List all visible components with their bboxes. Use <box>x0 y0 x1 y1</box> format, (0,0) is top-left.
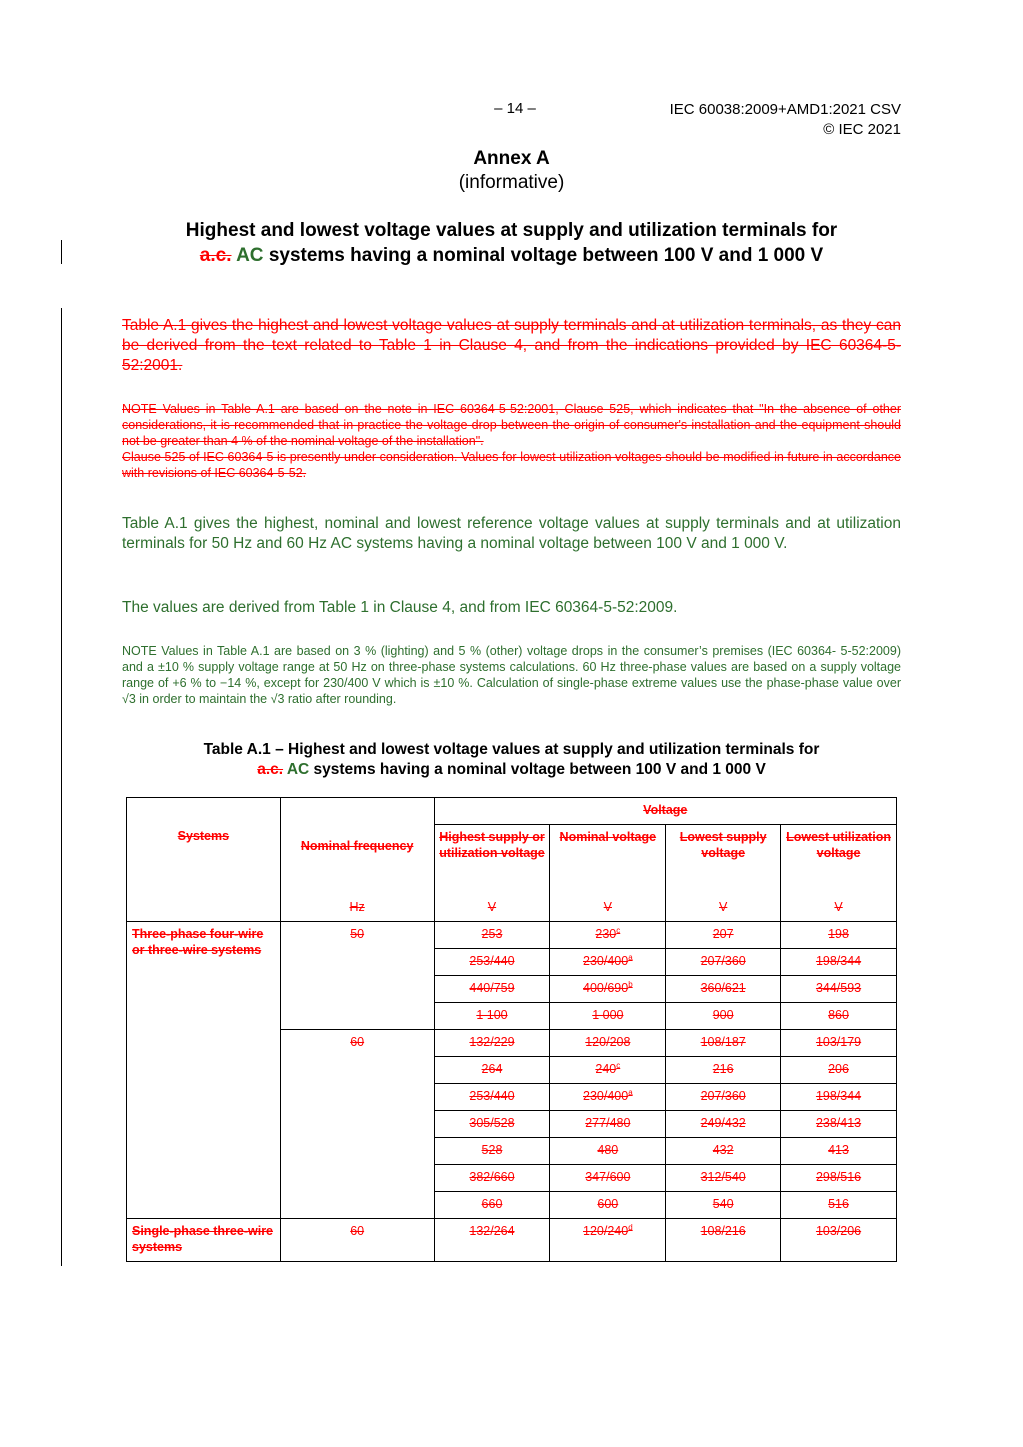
cell-lowest-utilization: 198/344 <box>781 949 897 976</box>
cell-lowest-utilization: 103/206 <box>781 1219 897 1262</box>
deleted-text: a.c. <box>257 761 284 778</box>
cell-lowest-utilization: 198 <box>781 922 897 949</box>
cell-lowest-supply: 900 <box>666 1003 781 1030</box>
cell-lowest-supply: 108/216 <box>666 1219 781 1262</box>
cell-highest: 528 <box>434 1138 550 1165</box>
voltage-table <box>126 797 897 1262</box>
copyright: © IEC 2021 <box>823 121 901 138</box>
annex-title: Annex A <box>473 148 550 169</box>
cell-lowest-utilization: 516 <box>781 1192 897 1219</box>
cell-nominal: 347/600 <box>550 1165 666 1192</box>
cell-nominal: 230/400$^a$ <box>550 949 666 976</box>
annex-heading <box>122 218 901 268</box>
cell-nominal: 230$^c$ <box>550 922 666 949</box>
inserted-note: NOTE Values in Table A.1 are based on 3 % (lighting) and 5 % (other) voltage drops in the consumer’s premises (IEC 60364- 5-52:2009) and a ±10 % supply voltage range at 50 Hz on three-phase systems calculations. 60 Hz three-phase values are based on a supply voltage range of +6 % to −14 %, except for 230/400 V which is ±10 %. Calculation of single-phase extreme values use the phase-phase value over √3 in order to maintain the √3 ratio after rounding. <box>122 644 901 706</box>
cell-lowest-utilization: 238/413 <box>781 1111 897 1138</box>
annex-subtitle: (informative) <box>458 172 565 193</box>
cell-lowest-supply: 108/187 <box>666 1030 781 1057</box>
page-number: – 14 – <box>494 100 536 117</box>
cell-lowest-utilization: 198/344 <box>781 1084 897 1111</box>
inserted-paragraph-2: The values are derived from Table 1 in Clause 4, and from IEC 60364-5-52:2009. <box>122 599 678 616</box>
system-single-phase: Single-phase three-wire systems <box>127 1219 281 1262</box>
cell-highest: 132/229 <box>434 1030 550 1057</box>
inserted-text: AC <box>236 245 264 266</box>
table-title <box>122 740 901 780</box>
cell-lowest-utilization: 413 <box>781 1138 897 1165</box>
change-bar <box>61 240 62 264</box>
cell-lowest-supply: 249/432 <box>666 1111 781 1138</box>
cell-nominal: 400/690$^b$ <box>550 976 666 1003</box>
cell-lowest-supply: 207/360 <box>666 949 781 976</box>
cell-highest: 440/759 <box>434 976 550 1003</box>
cell-lowest-supply: 312/540 <box>666 1165 781 1192</box>
document-header <box>670 100 901 140</box>
cell-lowest-utilization: 298/516 <box>781 1165 897 1192</box>
inserted-paragraph-1: Table A.1 gives the highest, nominal and lowest reference voltage values at supply terminals and at utilization terminals for 50 Hz and 60 Hz AC systems having a nominal voltage between 100 V and 1 000 V. <box>122 515 901 552</box>
table-title-line-2 <box>122 760 901 780</box>
cell-highest: 305/528 <box>434 1111 550 1138</box>
cell-nominal: 120/208 <box>550 1030 666 1057</box>
unit-v: V <box>781 895 897 922</box>
heading-line-1: Highest and lowest voltage values at supply and utilization terminals for <box>185 220 838 241</box>
header-highest: Highest supply or utilization voltage <box>434 825 550 896</box>
cell-lowest-supply: 432 <box>666 1138 781 1165</box>
cell-lowest-supply: 207/360 <box>666 1084 781 1111</box>
cell-lowest-supply: 207 <box>666 922 781 949</box>
header-frequency: Nominal frequency <box>280 798 434 896</box>
frequency-60: 60 <box>280 1219 434 1262</box>
frequency-60: 60 <box>280 1030 434 1219</box>
header-lowest-supply: Lowest supply voltage <box>666 825 781 896</box>
frequency-50: 50 <box>280 922 434 1030</box>
standard-reference: IEC 60038:2009+AMD1:2021 CSV <box>669 101 901 118</box>
deleted-paragraph: Table A.1 gives the highest and lowest voltage values at supply terminals and at utilization terminals, as they can be derived from the text related to Table 1 in Clause 4, and from the indications provided by IEC 60364-5-52:2001. <box>122 317 901 374</box>
heading-line-2 <box>122 243 901 268</box>
cell-lowest-supply: 360/621 <box>666 976 781 1003</box>
cell-lowest-utilization: 860 <box>781 1003 897 1030</box>
unit-systems <box>127 895 281 922</box>
system-three-phase: Three-phase four-wire or three-wire systems <box>127 922 281 1219</box>
cell-lowest-utilization: 103/179 <box>781 1030 897 1057</box>
cell-nominal: 600 <box>550 1192 666 1219</box>
inserted-text: AC <box>286 761 310 778</box>
cell-highest: 253/440 <box>434 1084 550 1111</box>
change-bar <box>61 308 62 1266</box>
cell-lowest-utilization: 206 <box>781 1057 897 1084</box>
deleted-note <box>122 401 901 481</box>
header-nominal: Nominal voltage <box>550 825 666 896</box>
cell-lowest-utilization: 344/593 <box>781 976 897 1003</box>
unit-v: V <box>666 895 781 922</box>
cell-lowest-supply: 540 <box>666 1192 781 1219</box>
unit-hz: Hz <box>280 895 434 922</box>
deleted-note-1: NOTE Values in Table A.1 are based on the note in IEC 60364-5-52:2001, Clause 525, which indicates that "In the absence of other considerations, it is recommended that in practice the voltage drop between the origin of consumer's installation and the equipment should not be greater than 4 % of the nominal voltage of the installation". <box>122 402 901 448</box>
cell-nominal: 480 <box>550 1138 666 1165</box>
deleted-text: a.c. <box>199 245 232 266</box>
unit-v: V <box>434 895 550 922</box>
table-title-line-1: Table A.1 – Highest and lowest voltage values at supply and utilization terminals for <box>203 741 820 758</box>
cell-nominal: 120/240$^d$ <box>550 1219 666 1262</box>
cell-highest: 1 100 <box>434 1003 550 1030</box>
header-voltage: Voltage <box>434 798 896 825</box>
cell-highest: 382/660 <box>434 1165 550 1192</box>
cell-highest: 264 <box>434 1057 550 1084</box>
cell-highest: 660 <box>434 1192 550 1219</box>
deleted-note-2: Clause 525 of IEC 60364-5 is presently under consideration. Values for lowest utilization voltages should be modified in future in accordance with revisions of IEC 60364-5-52. <box>122 450 901 480</box>
cell-lowest-supply: 216 <box>666 1057 781 1084</box>
cell-highest: 253 <box>434 922 550 949</box>
table-title-rest: systems having a nominal voltage between 100 V and 1 000 V <box>313 761 766 778</box>
unit-v: V <box>550 895 666 922</box>
cell-nominal: 1 000 <box>550 1003 666 1030</box>
header-lowest-utilization: Lowest utilization voltage <box>781 825 897 896</box>
heading-rest: systems having a nominal voltage between 100 V and 1 000 V <box>268 245 824 266</box>
cell-nominal: 230/400$^a$ <box>550 1084 666 1111</box>
cell-nominal: 240$^c$ <box>550 1057 666 1084</box>
header-systems: Systems <box>127 798 281 896</box>
cell-nominal: 277/480 <box>550 1111 666 1138</box>
cell-highest: 132/264 <box>434 1219 550 1262</box>
cell-highest: 253/440 <box>434 949 550 976</box>
